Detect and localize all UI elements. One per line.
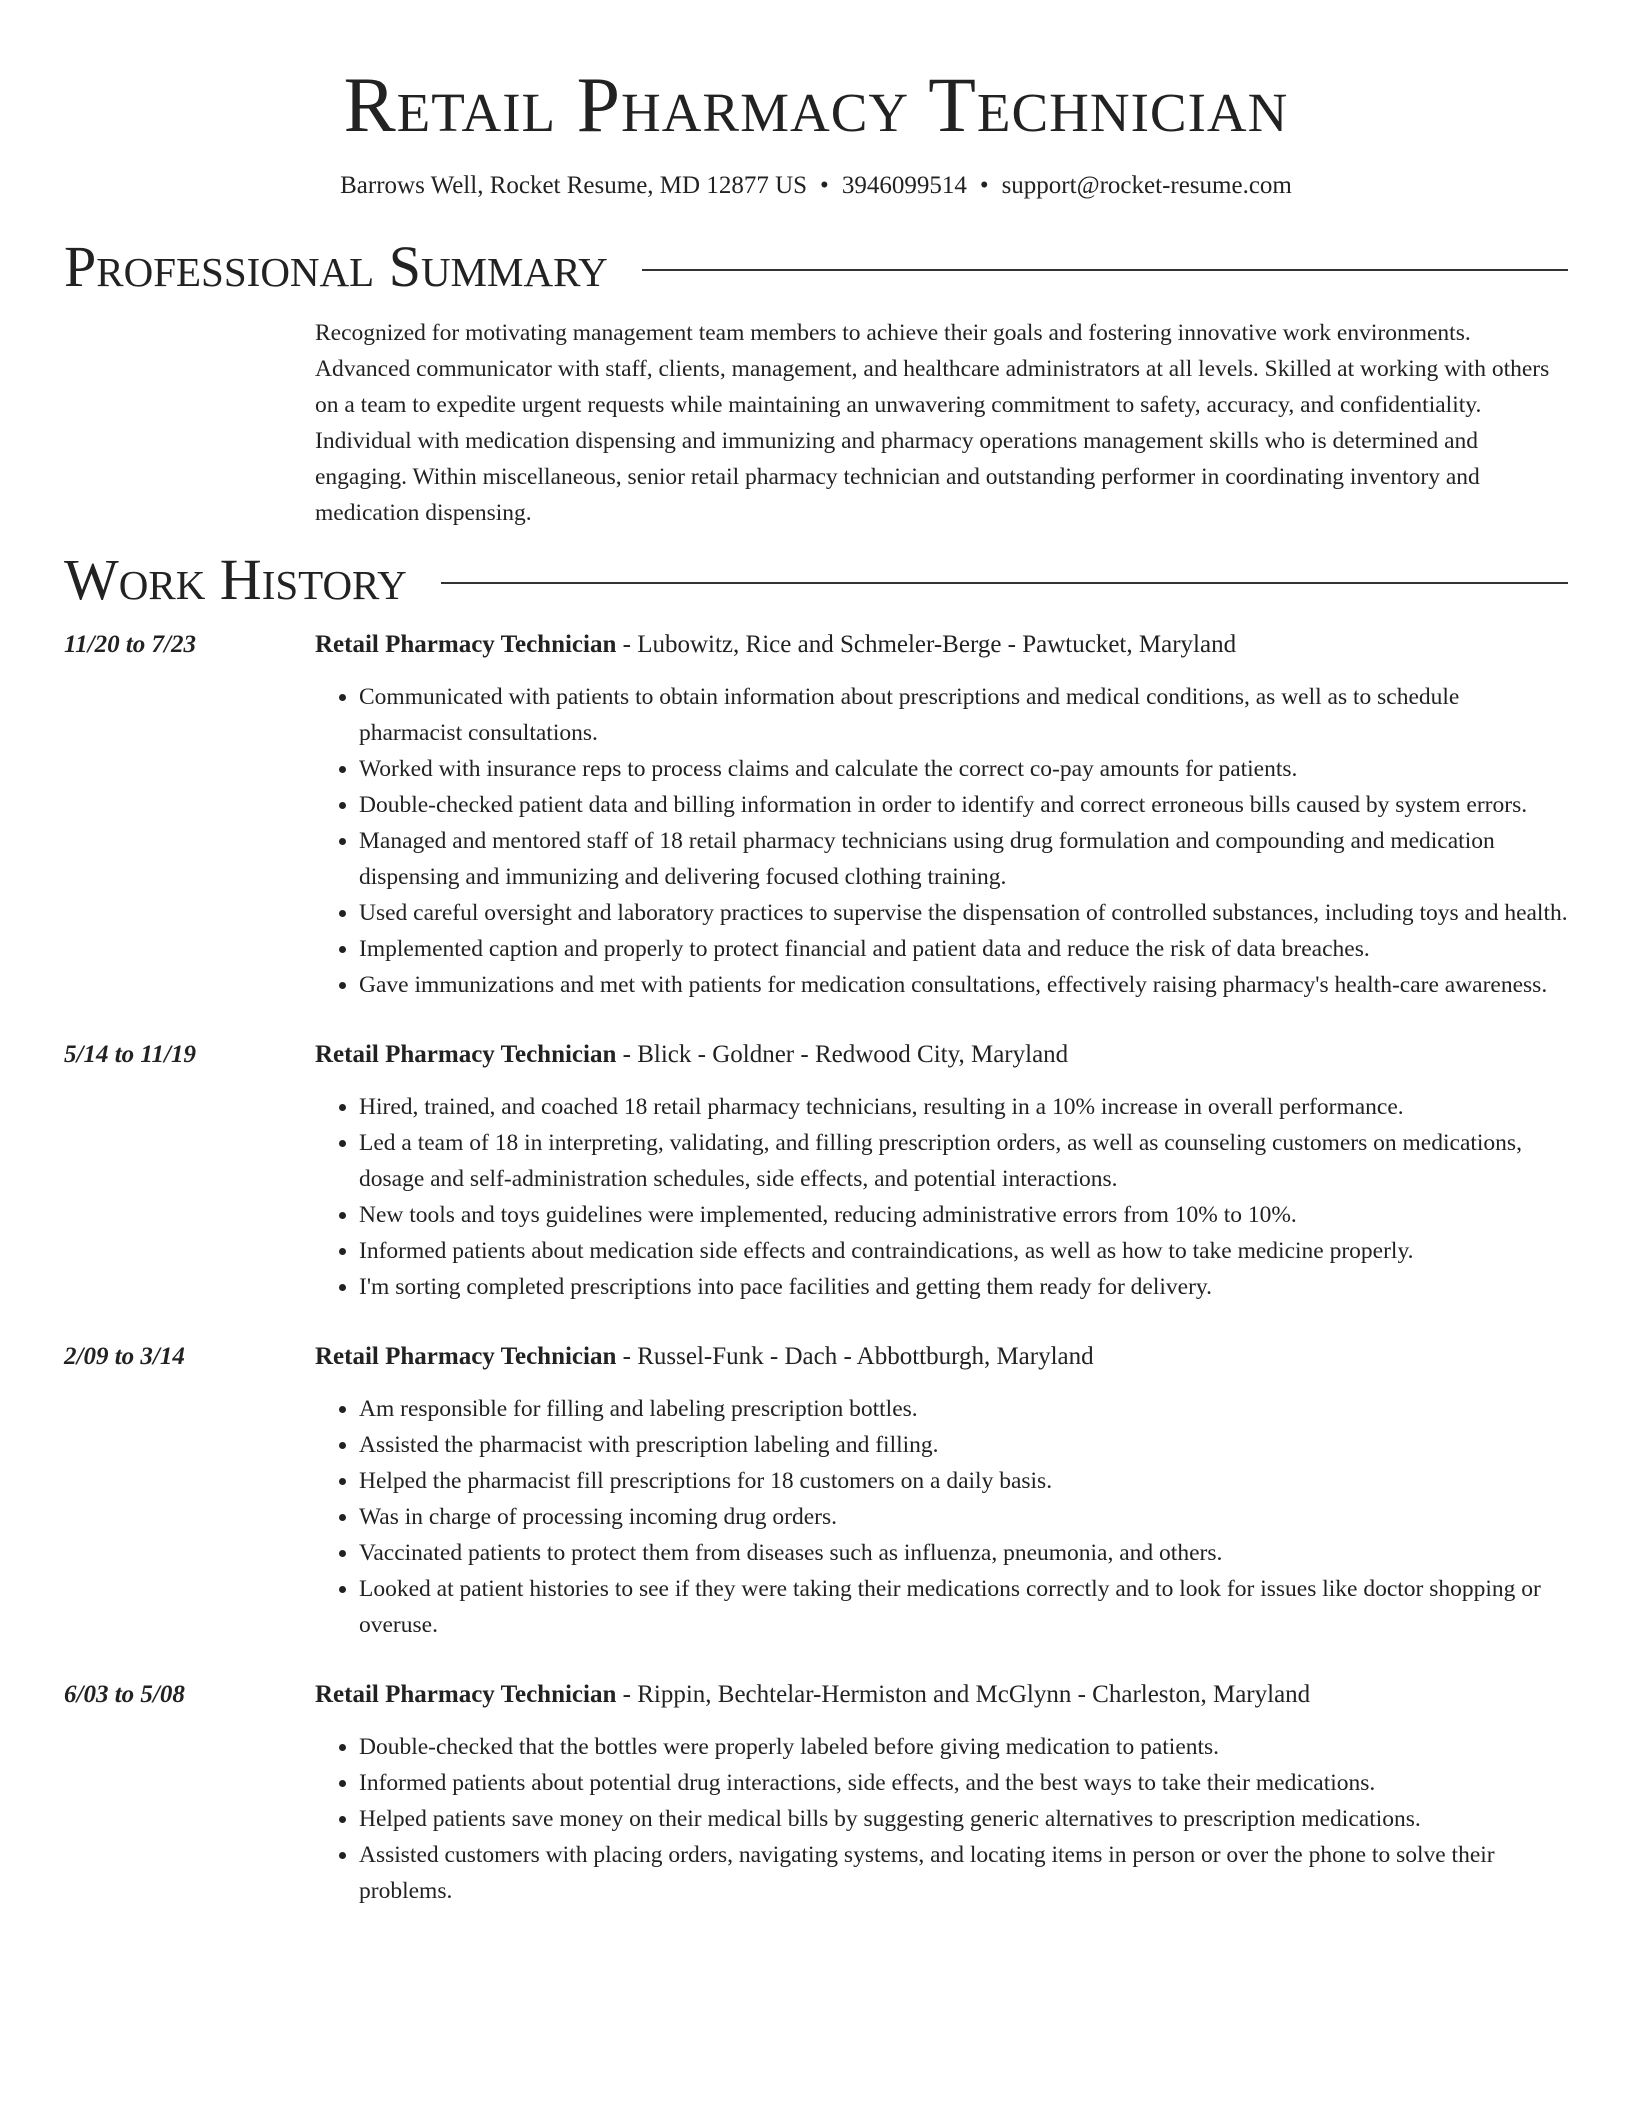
job-entry xyxy=(64,1037,1568,1305)
job-bullet: • Looked at patient histories to see if they were taking their medications correctly and to look for issues like doctor shopping or overuse. xyxy=(359,1571,1568,1643)
job-dates: 6/03 to 5/08 xyxy=(64,1681,185,1708)
job-details xyxy=(315,1037,1568,1305)
job-bullet-list xyxy=(315,1391,1568,1643)
job-bullet: • Informed patients about medication side effects and contraindications, as well as how to take medicine properly. xyxy=(359,1233,1568,1269)
job-bullet-list xyxy=(315,679,1568,1003)
job-title: Retail Pharmacy Technician xyxy=(315,1041,617,1068)
job-bullet: • Assisted the pharmacist with prescription labeling and filling. xyxy=(359,1427,1568,1463)
job-bullet: • Informed patients about potential drug interactions, side effects, and the best ways to take their medications. xyxy=(359,1765,1568,1801)
job-bullet: • Hired, trained, and coached 18 retail pharmacy technicians, resulting in a 10% increase in overall performance. xyxy=(359,1089,1568,1125)
job-bullet: • Vaccinated patients to protect them from diseases such as influenza, pneumonia, and others. xyxy=(359,1535,1568,1571)
job-title: Retail Pharmacy Technician xyxy=(315,631,617,658)
job-bullet: • I'm sorting completed prescriptions into pace facilities and getting them ready for delivery. xyxy=(359,1269,1568,1305)
job-bullet: • Implemented caption and properly to protect financial and patient data and reduce the risk of data breaches. xyxy=(359,931,1568,967)
job-employer-location: - Blick - Goldner - Redwood City, Maryland xyxy=(616,1041,1069,1068)
job-bullet: • Helped the pharmacist fill prescriptions for 18 customers on a daily basis. xyxy=(359,1463,1568,1499)
contact-separator: • xyxy=(979,172,989,199)
job-bullet: • Communicated with patients to obtain information about prescriptions and medical conditions, as well as to schedule pharmacist consultations. xyxy=(359,679,1568,751)
candidate-name: Retail Pharmacy Technician xyxy=(343,61,1289,148)
job-details xyxy=(315,1339,1568,1643)
job-entry xyxy=(64,1677,1568,1909)
job-dates: 2/09 to 3/14 xyxy=(64,1343,185,1370)
section-divider xyxy=(441,582,1568,584)
job-employer-location: - Lubowitz, Rice and Schmeler-Berge - Pawtucket, Maryland xyxy=(616,631,1237,658)
job-entry xyxy=(64,627,1568,1003)
job-title: Retail Pharmacy Technician xyxy=(315,1343,617,1370)
job-bullet: • Led a team of 18 in interpreting, validating, and filling prescription orders, as well as counseling customers on medications, dosage and self-administration schedules, side effects, and potential interactions. xyxy=(359,1125,1568,1197)
section-divider xyxy=(642,269,1568,271)
job-bullet-list xyxy=(315,1089,1568,1305)
job-details xyxy=(315,1677,1568,1909)
job-dates: 11/20 to 7/23 xyxy=(64,631,196,658)
summary-text: Recognized for motivating management team members to achieve their goals and fostering innovative work environments. Advanced communicator with staff, clients, management, and healthcare administrators at all levels. Skilled at working with others on a team to expedite urgent requests while maintaining an unwavering commitment to safety, accuracy, and confidentiality. Individual with medication dispensing and immunizing and pharmacy operations management skills who is determined and engaging. Within miscellaneous, senior retail pharmacy technician and outstanding performer in coordinating inventory and medication dispensing. xyxy=(315,320,1550,526)
job-bullet: • New tools and toys guidelines were implemented, reducing administrative errors from 10% to 10%. xyxy=(359,1197,1568,1233)
work-history-section-header xyxy=(64,545,1568,615)
job-title-line xyxy=(315,1677,1568,1713)
work-history-heading: Work History xyxy=(64,547,407,612)
job-bullet: • Gave immunizations and met with patients for medication consultations, effectively raising pharmacy's health-care awareness. xyxy=(359,967,1568,1003)
contact-phone: 3946099514 xyxy=(841,172,967,199)
contact-separator: • xyxy=(820,172,829,199)
contact-line xyxy=(64,170,1568,202)
job-title-line xyxy=(315,1037,1568,1073)
job-dates: 5/14 to 11/19 xyxy=(64,1041,196,1068)
job-bullet: • Managed and mentored staff of 18 retail pharmacy technicians using drug formulation and compounding and medication dispensing and immunizing and delivering focused clothing training. xyxy=(359,823,1568,895)
job-bullet: • Worked with insurance reps to process claims and calculate the correct co-pay amounts for patients. xyxy=(359,751,1568,787)
job-employer-location: - Russel-Funk - Dach - Abbottburgh, Maryland xyxy=(616,1343,1094,1370)
resume-page xyxy=(64,0,1568,1909)
job-title: Retail Pharmacy Technician xyxy=(315,1681,617,1708)
job-bullet: • Used careful oversight and laboratory practices to supervise the dispensation of controlled substances, including toys and health. xyxy=(359,895,1568,931)
job-bullet: • Was in charge of processing incoming drug orders. xyxy=(359,1499,1568,1535)
job-details xyxy=(315,627,1568,1003)
summary-section-header xyxy=(64,232,1568,302)
summary-heading: Professional Summary xyxy=(64,234,608,299)
job-title-line xyxy=(315,1339,1568,1375)
job-entry xyxy=(64,1339,1568,1643)
job-bullet: • Am responsible for filling and labeling prescription bottles. xyxy=(359,1391,1568,1427)
contact-address: Barrows Well, Rocket Resume, MD 12877 US xyxy=(340,172,808,199)
job-bullet-list xyxy=(315,1729,1568,1909)
contact-email: support@rocket-resume.com xyxy=(1001,172,1292,199)
job-bullet: • Assisted customers with placing orders, navigating systems, and locating items in person or over the phone to solve their problems. xyxy=(359,1837,1568,1909)
job-bullet: • Double-checked that the bottles were properly labeled before giving medication to patients. xyxy=(359,1729,1568,1765)
job-list xyxy=(64,627,1568,1909)
job-bullet: • Double-checked patient data and billing information in order to identify and correct erroneous bills caused by system errors. xyxy=(359,787,1568,823)
job-title-line xyxy=(315,627,1568,663)
job-employer-location: - Rippin, Bechtelar-Hermiston and McGlynn - Charleston, Maryland xyxy=(616,1681,1311,1708)
job-bullet: • Helped patients save money on their medical bills by suggesting generic alternatives to prescription medications. xyxy=(359,1801,1568,1837)
